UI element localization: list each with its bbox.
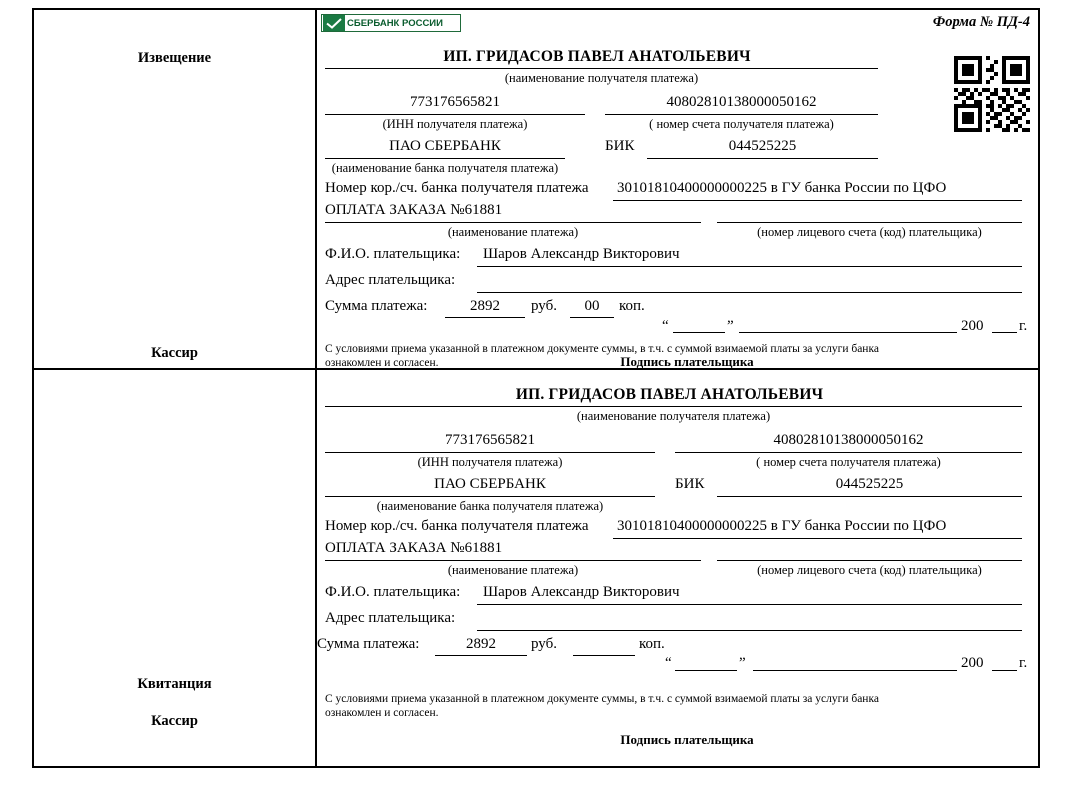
payer-address-label-top: Адрес плательщика:: [325, 272, 456, 288]
terms-line-2-bottom: ознакомлен и согласен.: [325, 707, 439, 720]
recipient-name-rule-top: [325, 68, 878, 69]
date-month-rule-bottom: [753, 670, 957, 671]
amount-rub-bottom: 2892: [466, 636, 496, 652]
bank-name-rule-top: [325, 158, 565, 159]
notice-left-column: [34, 10, 317, 368]
bik-rule-bottom: [717, 496, 1022, 497]
amount-rub-top: 2892: [470, 298, 500, 314]
inn-value-top: 773176565821: [410, 94, 500, 110]
payer-address-rule-bottom: [477, 630, 1022, 631]
payer-fio-label-top: Ф.И.О. плательщика:: [325, 246, 461, 262]
bank-name-caption-bottom: (наименование банка получателя платежа): [376, 499, 604, 513]
inn-rule-bottom: [325, 452, 655, 453]
amount-kop-rule-bottom: [573, 655, 635, 656]
sberbank-mark-icon: [323, 15, 345, 31]
personal-account-caption-bottom: (номер лицевого счета (код) плательщика): [757, 563, 982, 577]
bik-label-top: БИК: [605, 138, 635, 154]
bank-name-bottom: ПАО СБЕРБАНК: [434, 476, 546, 492]
corr-rule-top: [613, 200, 1022, 201]
inn-rule-top: [325, 114, 585, 115]
bank-name-caption-top: (наименование банка получателя платежа): [331, 161, 559, 175]
signature-label-bottom: Подпись плательщика: [620, 732, 754, 747]
year-suffix-bottom: г.: [1019, 655, 1028, 671]
amount-kop-rule-top: [570, 317, 614, 318]
payer-fio-rule-bottom: [477, 604, 1022, 605]
year-rule-top: [992, 332, 1017, 333]
inn-caption-top: (ИНН получателя платежа): [382, 117, 528, 131]
qr-code: [954, 56, 1030, 132]
payment-name-bottom: ОПЛАТА ЗАКАЗА №61881: [325, 540, 503, 556]
date-quote-open-top: “: [662, 318, 669, 334]
notice-section: [34, 10, 1038, 370]
notice-label: Извещение: [137, 50, 212, 66]
recipient-name-bottom: ИП. ГРИДАСОВ ПАВЕЛ АНАТОЛЬЕВИЧ: [515, 386, 824, 403]
corr-label-top: Номер кор./сч. банка получателя платежа: [325, 180, 589, 196]
payment-name-top: ОПЛАТА ЗАКАЗА №61881: [325, 202, 503, 218]
personal-account-rule-top: [717, 222, 1022, 223]
amount-label-bottom: Сумма платежа:: [317, 636, 420, 652]
account-value-bottom: 40802810138000050162: [773, 432, 924, 448]
receipt-right-column: [317, 370, 1038, 766]
bik-rule-top: [647, 158, 878, 159]
date-day-rule-bottom: [675, 670, 737, 671]
inn-value-bottom: 773176565821: [445, 432, 535, 448]
year-suffix-top: г.: [1019, 318, 1028, 334]
kop-word-bottom: коп.: [639, 636, 665, 652]
date-day-rule-top: [673, 332, 725, 333]
payer-fio-label-bottom: Ф.И.О. плательщика:: [325, 584, 461, 600]
amount-rub-rule-top: [445, 317, 525, 318]
receipt-left-column: [34, 370, 317, 766]
bik-value-top: 044525225: [728, 138, 797, 154]
recipient-name-caption-top: (наименование получателя платежа): [504, 71, 699, 85]
signature-label-top: Подпись плательщика: [620, 354, 754, 369]
bik-label-bottom: БИК: [675, 476, 705, 492]
date-quote-close-top: ”: [727, 318, 734, 334]
account-rule-bottom: [675, 452, 1022, 453]
date-quote-close-bottom: ”: [739, 655, 746, 671]
form-number-top: Форма № ПД-4: [932, 14, 1030, 30]
account-caption-bottom: ( номер счета получателя платежа): [756, 455, 941, 469]
recipient-name-caption-bottom: (наименование получателя платежа): [576, 409, 771, 423]
date-month-rule-top: [739, 332, 957, 333]
date-quote-open-bottom: “: [665, 655, 672, 671]
sberbank-logo-text: СБЕРБАНК РОССИИ: [347, 17, 443, 29]
payment-form: [32, 8, 1040, 768]
payment-name-rule-top: [325, 222, 701, 223]
payer-address-rule-top: [477, 292, 1022, 293]
amount-rub-rule-bottom: [435, 655, 527, 656]
terms-line-2-top: ознакомлен и согласен.: [325, 357, 439, 370]
payment-name-caption-bottom: (наименование платежа): [447, 563, 579, 577]
kop-word-top: коп.: [619, 298, 645, 314]
payer-fio-rule-top: [477, 266, 1022, 267]
corr-value-bottom: 30101810400000000225 в ГУ банка России по ЦФО: [617, 518, 947, 534]
payment-name-caption-top: (наименование платежа): [447, 225, 579, 239]
payer-address-label-bottom: Адрес плательщика:: [325, 610, 456, 626]
account-rule-top: [605, 114, 878, 115]
terms-line-1-bottom: С условиями приема указанной в платежном документе суммы, в т.ч. с суммой взимаемой платы за услуги банка: [325, 693, 879, 705]
bank-name-top: ПАО СБЕРБАНК: [389, 138, 501, 154]
account-value-top: 40802810138000050162: [666, 94, 817, 110]
corr-value-top: 30101810400000000225 в ГУ банка России по ЦФО: [617, 180, 947, 196]
cashier-label-top: Кассир: [151, 345, 198, 361]
personal-account-caption-top: (номер лицевого счета (код) плательщика): [757, 225, 982, 239]
sberbank-logo: [321, 14, 461, 32]
rub-word-bottom: руб.: [531, 636, 557, 652]
terms-line-1-top: С условиями приема указанной в платежном документе суммы, в т.ч. с суммой взимаемой платы за услуги банка: [325, 343, 879, 355]
amount-kop-top: 00: [584, 298, 600, 314]
receipt-label: Квитанция: [137, 676, 212, 692]
cashier-label-bottom: Кассир: [151, 713, 198, 729]
bank-name-rule-bottom: [325, 496, 655, 497]
corr-label-bottom: Номер кор./сч. банка получателя платежа: [325, 518, 589, 534]
recipient-name-rule-bottom: [325, 406, 1022, 407]
bik-value-bottom: 044525225: [835, 476, 904, 492]
receipt-section: [34, 370, 1038, 766]
amount-label-top: Сумма платежа:: [325, 298, 428, 314]
notice-right-column: [317, 10, 1038, 368]
year-prefix-bottom: 200: [961, 655, 984, 671]
personal-account-rule-bottom: [717, 560, 1022, 561]
corr-rule-bottom: [613, 538, 1022, 539]
inn-caption-bottom: (ИНН получателя платежа): [417, 455, 563, 469]
account-caption-top: ( номер счета получателя платежа): [649, 117, 834, 131]
rub-word-top: руб.: [531, 298, 557, 314]
payer-fio-value-top: Шаров Александр Викторович: [483, 246, 680, 262]
payment-name-rule-bottom: [325, 560, 701, 561]
payer-fio-value-bottom: Шаров Александр Викторович: [483, 584, 680, 600]
year-rule-bottom: [992, 670, 1017, 671]
year-prefix-top: 200: [961, 318, 984, 334]
recipient-name-top: ИП. ГРИДАСОВ ПАВЕЛ АНАТОЛЬЕВИЧ: [443, 48, 751, 65]
